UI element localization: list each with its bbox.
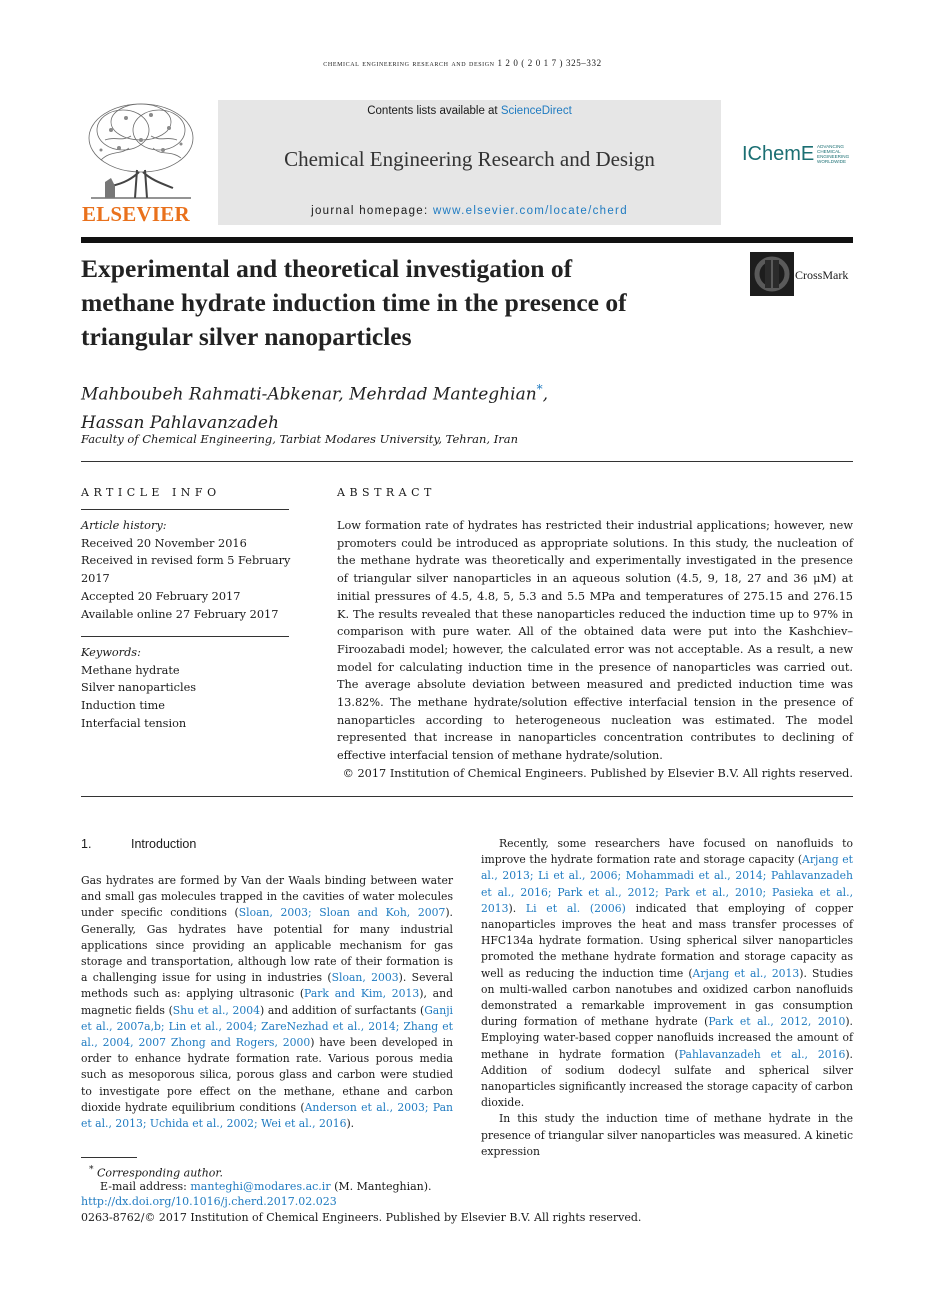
section-title: Introduction: [131, 837, 197, 851]
abstract-copyright: © 2017 Institution of Chemical Engineers. Published by Elsevier B.V. All rights reserved.: [342, 766, 853, 780]
citation-link[interactable]: Sloan, 2003: [331, 971, 399, 985]
citation-link[interactable]: Park and Kim, 2013: [304, 987, 420, 1001]
intro-paragraph: [481, 836, 853, 1111]
section-number: 1.: [81, 837, 92, 851]
citation-link[interactable]: Arjang et al., 2013; Li et al., 2006; Mohammadi et al., 2014; Pahlavanzadeh et al., 2016; Park et al., 2012; Park et al., 2010; Pasieka et al., 2013: [481, 853, 853, 915]
body-text: Gas hydrates are formed by Van der Waals binding between water and small gas molecules trapped in the cavities of water molecules under specific conditions (: [81, 874, 453, 920]
icheme-tagline: ADVANCING CHEMICAL ENGINEERING WORLDWIDE: [817, 144, 850, 164]
footnote-rule: [81, 1157, 137, 1158]
journal-homepage: [218, 205, 721, 217]
journal-title: Chemical Engineering Research and Design: [284, 147, 655, 171]
running-head: chemical engineering research and design 1 2 0 ( 2 0 1 7 ) 325–332: [323, 58, 602, 68]
doi-link[interactable]: http://dx.doi.org/10.1016/j.cherd.2017.02.023: [81, 1195, 337, 1208]
email-link[interactable]: manteghi@modares.ac.ir: [190, 1180, 331, 1193]
keyword: Methane hydrate: [81, 663, 180, 677]
affiliation: Faculty of Chemical Engineering, Tarbiat Modares University, Tehran, Iran: [81, 432, 519, 446]
abstract-heading: ABSTRACT: [337, 486, 436, 499]
citation-link[interactable]: Shu et al., 2004: [172, 1003, 260, 1017]
corresponding-star[interactable]: *: [536, 382, 543, 396]
title-line: Experimental and theoretical investigation of: [81, 254, 573, 283]
paper-title: [81, 252, 741, 354]
citation-link[interactable]: Li et al. (2006): [525, 901, 626, 915]
article-info-heading: ARTICLE INFO: [81, 486, 221, 499]
icheme-logo-text: IChemE: [742, 143, 815, 165]
footnote-corresponding: * Corresponding author.: [89, 1165, 223, 1180]
header-rule: [81, 237, 853, 243]
body-text: ).: [508, 901, 526, 915]
author-names-line1: Mahboubeh Rahmati-Abkenar, Mehrdad Manteghian: [81, 384, 537, 405]
body-text: ), and magnetic fields (: [81, 987, 453, 1017]
title-line: triangular silver nanoparticles: [81, 322, 412, 351]
elsevier-wordmark: ELSEVIER: [82, 202, 190, 226]
homepage-link[interactable]: www.elsevier.com/locate/cherd: [432, 205, 628, 217]
divider: [81, 461, 853, 462]
divider: [81, 636, 289, 637]
footnote-email: E-mail address: manteghi@modares.ac.ir (M. Manteghian).: [100, 1180, 432, 1193]
body-text: Recently, some researchers have focused on nanofluids to improve the hydrate formation rate and storage capacity (: [481, 837, 853, 867]
history-item: Accepted 20 February 2017: [81, 589, 241, 603]
sciencedirect-link[interactable]: ScienceDirect: [500, 105, 572, 117]
body-text: ) and addition of surfactants (: [260, 1003, 425, 1017]
citation-link[interactable]: Arjang et al., 2013: [692, 966, 800, 980]
citation-link[interactable]: Ganji et al., 2007a,b; Lin et al., 2004; ZareNezhad et al., 2014; Zhang et al., 2004, 2007 Zhong and Rogers, 2000: [81, 1003, 454, 1050]
body-text: ) have been developed in order to enhance hydrate formation rate. Various porous media such as mesoporous silica, porous glass and carbon were studied to investigate pore effect on the methane, ethane and carbon dioxide hydrate equilibrium conditions (: [81, 1036, 453, 1114]
body-text: ). Studies on multi-walled carbon nanotubes and oxidized carbon nanofluids demonstrated a remarkable improvement in gas consumption during formation of methane hydrate (: [481, 966, 853, 1029]
body-text: ). Generally, Gas hydrates have potential for many industrial applications since providing an applicable mechanism for gas storage and transportation, although low rate of their formation is a challenging issue for using in industries (: [81, 906, 453, 985]
title-line: methane hydrate induction time in the presence of: [81, 288, 627, 317]
intro-right-column: [481, 836, 853, 1160]
history-item: 2017: [81, 572, 110, 586]
keywords: [81, 644, 296, 733]
contents-line: [218, 105, 721, 117]
history-item: Available online 27 February 2017: [81, 607, 279, 621]
keywords-label: Keywords:: [81, 646, 141, 659]
citation-link[interactable]: Pahlavanzadeh et al., 2016: [678, 1047, 846, 1061]
divider: [81, 796, 853, 797]
keyword: Interfacial tension: [81, 716, 187, 730]
body-text: ). Employing water-based copper nanofluids increased the amount of methane in hydrate formation (: [481, 1015, 853, 1061]
keyword: Silver nanoparticles: [81, 681, 197, 695]
body-text: ). Addition of sodium dodecyl sulfate and spherical silver nanoparticles significantly increased the storage capacity of carbon dioxide.: [481, 1047, 853, 1110]
body-text: indicated that employing of copper nanoparticles improves the heat and mass transfer processes of HFC134a hydrate formation. Using spherical silver nanoparticles promoted the methane hydrate formation and storage capacity as well as reducing the induction time (: [481, 901, 854, 980]
crossmark-label: CrossMark: [795, 268, 849, 282]
intro-left-column: [81, 873, 453, 1132]
homepage-prefix: journal homepage:: [311, 205, 433, 217]
abstract-body: [337, 517, 853, 783]
citation-link[interactable]: Anderson et al., 2003; Pan et al., 2013; Uchida et al., 2002; Wei et al., 2016: [81, 1100, 453, 1131]
citation-link[interactable]: Park et al., 2012, 2010: [708, 1015, 846, 1029]
history-item: Received 20 November 2016: [81, 536, 247, 550]
crossmark-icon: [750, 252, 794, 296]
body-text: ). Several methods such as: applying ultrasonic (: [81, 971, 453, 1001]
divider: [81, 509, 289, 510]
history-label: Article history:: [81, 519, 167, 532]
article-history: [81, 517, 296, 623]
icheme-logo: [742, 143, 854, 169]
abstract-text: Low formation rate of hydrates has restricted their industrial applications; however, new promoters could be introduced as appropriate solutions. In this study, the nucleation of the methane hydrate was theoretically and experimentally investigated in the presence of triangular silver nanoparticles in an aqueous solution (4.5, 9, 18, 27 and 36 μM) at initial pressures of 4.5, 4.8, 5, 5.3 and 5.5 MPa and temperatures of 275.15 and 276.15 K. The results revealed that these nanoparticles reduced the induction time up to 97% in comparison with pure water. All of the obtained data were put into the Kashchiev–Firoozabadi model; however, the calculated error was not acceptable. As a result, a new model for calculating induction time in the presence of nanoparticles was carried out. The average absolute deviation between measured and predicted induction time was 13.82%. The methane hydrate/solution effective interfacial tension in the presence of nanoparticles according to heterogeneous nucleation was estimated. The model represented that increase in nanoparticles concentration contributes to declining of effective interfacial tension of methane hydrate/solution.: [337, 519, 853, 763]
body-text: ).: [346, 1117, 355, 1131]
keyword: Induction time: [81, 699, 165, 713]
author-names-line2: Hassan Pahlavanzadeh: [81, 412, 279, 433]
issn-line: 0263-8762/© 2017 Institution of Chemical Engineers. Published by Elsevier B.V. All rights reserved.: [81, 1211, 642, 1224]
authors: Mahboubeh Rahmati-Abkenar, Mehrdad Manteghian*, Hassan Pahlavanzadeh: [81, 375, 781, 437]
intro-paragraph: In this study the induction time of methane hydrate in the presence of triangular silver nanoparticles was measured. A kinetic expression: [481, 1112, 853, 1158]
contents-prefix: Contents lists available at: [367, 105, 501, 117]
citation-link[interactable]: Sloan, 2003; Sloan and Koh, 2007: [238, 906, 446, 920]
history-item: Received in revised form 5 February: [81, 554, 291, 568]
